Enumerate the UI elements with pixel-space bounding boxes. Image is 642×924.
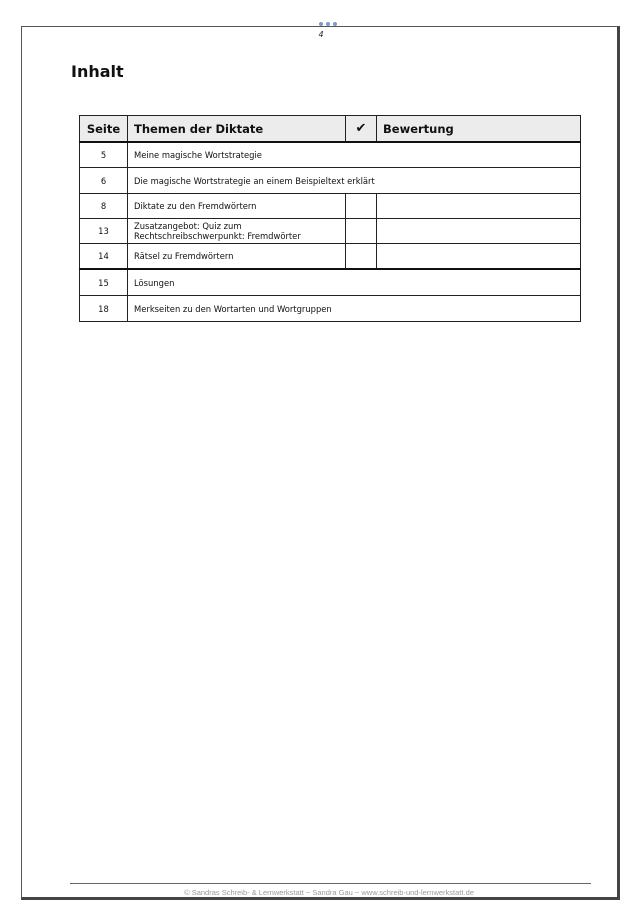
row-page: 13: [80, 219, 128, 244]
row-check-cell[interactable]: [346, 244, 377, 270]
row-page: 6: [80, 168, 128, 194]
row-topic: Rätsel zu Fremdwörtern: [128, 244, 346, 270]
row-page: 15: [80, 269, 128, 296]
page-title: Inhalt: [71, 62, 124, 81]
row-topic-line: Rechtschreibschwerpunkt: Fremdwörter: [134, 231, 301, 241]
table-row: [80, 219, 581, 244]
row-page: 5: [80, 142, 128, 168]
header-topic: Themen der Diktate: [128, 116, 346, 143]
table-row: [80, 244, 581, 270]
row-page: 18: [80, 296, 128, 322]
row-rating-cell[interactable]: [377, 194, 581, 219]
row-topic: Diktate zu den Fremdwörtern: [128, 194, 346, 219]
dot-icon: [326, 22, 330, 26]
row-topic: Merkseiten zu den Wortarten und Wortgruppen: [128, 296, 581, 322]
table-row: [80, 194, 581, 219]
table-row: [80, 296, 581, 322]
row-topic: [128, 219, 346, 244]
row-rating-cell[interactable]: [377, 244, 581, 270]
row-topic: Lösungen: [128, 269, 581, 296]
row-rating-cell[interactable]: [377, 219, 581, 244]
row-page: 8: [80, 194, 128, 219]
row-check-cell[interactable]: [346, 219, 377, 244]
header-check-icon: ✔: [346, 116, 377, 143]
page-indicator-dots: [319, 22, 341, 26]
row-check-cell[interactable]: [346, 194, 377, 219]
footer-copyright: © Sandras Schreib- & Lernwerkstatt ~ Sandra Gau ~ www.schreib-und-lernwerkstatt.de: [184, 888, 474, 897]
row-page: 14: [80, 244, 128, 270]
header-page: Seite: [80, 116, 128, 143]
table-row: [80, 269, 581, 296]
page-number: 4: [318, 30, 324, 39]
contents-table: [79, 115, 581, 322]
row-topic-line: Zusatzangebot: Quiz zum: [134, 221, 242, 231]
table-row: [80, 142, 581, 168]
row-topic: Meine magische Wortstrategie: [128, 142, 581, 168]
table-row: [80, 168, 581, 194]
footer-divider: [70, 883, 591, 884]
dot-icon: [319, 22, 323, 26]
table-header-row: [80, 116, 581, 143]
header-rating: Bewertung: [377, 116, 581, 143]
dot-icon: [333, 22, 337, 26]
row-topic: Die magische Wortstrategie an einem Beispieltext erklärt: [128, 168, 581, 194]
